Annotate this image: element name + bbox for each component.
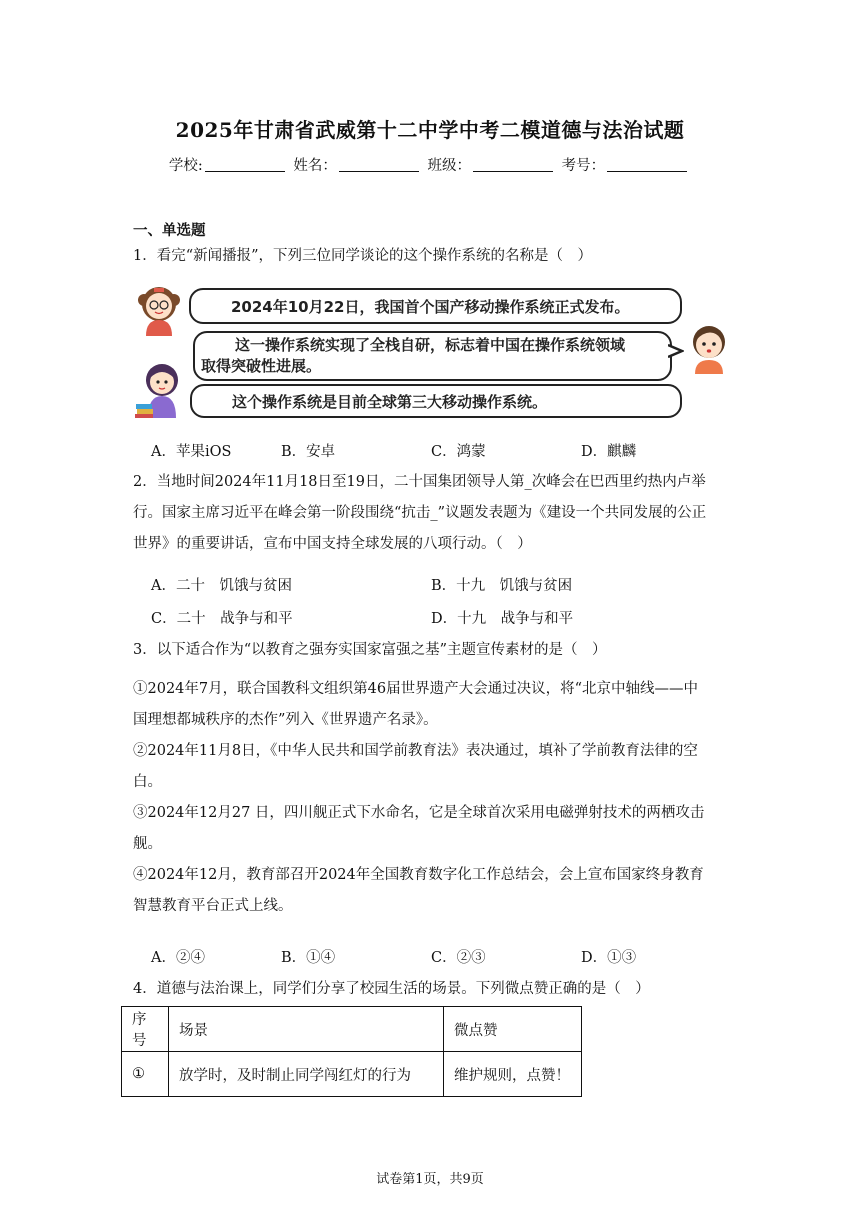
speech-bubble-1	[189, 288, 682, 324]
table-header-row	[122, 1007, 582, 1052]
exam-no-label: 考号：	[561, 158, 606, 174]
speech-bubble-2	[193, 331, 672, 381]
table-cell: 放学时，及时制止同学闯红灯的行为	[169, 1052, 444, 1097]
student-info-line	[0, 154, 860, 175]
q3-line: 舰。	[133, 836, 162, 852]
q3-line: ①2024年7月，联合国教科文组织第46届世界遗产大会通过决议，将“北京中轴线——中	[133, 681, 698, 697]
q3-option-b[interactable]: B．①④	[281, 950, 336, 966]
q1-stem: 1．看完“新闻播报”，下列三位同学谈论的这个操作系统的名称是（ ）	[133, 248, 593, 264]
class-blank[interactable]	[473, 157, 553, 172]
q2-option-a[interactable]: A．二十 饥饿与贫困	[151, 578, 292, 594]
q4-stem: 4．道德与法治课上，同学们分享了校园生活的场景。下列微点赞正确的是（ ）	[133, 981, 650, 997]
q3-line: ③2024年12月27 日，四川舰正式下水命名，它是全球首次采用电磁弹射技术的两栖攻击	[133, 805, 705, 821]
bubble-2-text-line1: 这一操作系统实现了全栈自研，标志着中国在操作系统领域	[235, 336, 626, 354]
q3-option-a[interactable]: A．②④	[151, 950, 205, 966]
table-row	[122, 1052, 582, 1097]
girl-with-books-avatar-icon	[134, 360, 186, 418]
bubble-3-text: 这个操作系统是目前全球第三大移动操作系统。	[232, 393, 548, 411]
q1-option-a[interactable]: A．苹果iOS	[151, 444, 232, 460]
class-label: 班级：	[427, 158, 471, 174]
q3-stem: 3．以下适合作为“以教育之强夯实国家富强之基”主题宣传素材的是（ ）	[133, 642, 607, 658]
table-cell: ①	[122, 1052, 169, 1097]
q2-option-b[interactable]: B．十九 饥饿与贫困	[431, 578, 573, 594]
exam-no-blank[interactable]	[607, 157, 687, 172]
table-header-cell: 序号	[122, 1007, 169, 1052]
speech-bubble-3	[190, 384, 682, 418]
q3-line: 智慧教育平台正式上线。	[133, 898, 293, 914]
q2-option-c[interactable]: C．二十 战争与和平	[151, 611, 293, 627]
girl-avatar-icon	[134, 280, 184, 336]
page-footer: 试卷第1页，共9页	[376, 1172, 484, 1187]
table-header-cell: 场景	[169, 1007, 444, 1052]
q2-stem	[133, 467, 733, 560]
school-label: 学校:	[168, 158, 203, 174]
q3-option-d[interactable]: D．①③	[581, 950, 637, 966]
bubble-1-text: 2024年10月22日，我国首个国产移动操作系统正式发布。	[231, 298, 630, 316]
q3-line: ②2024年11月8日，《中华人民共和国学前教育法》表决通过，填补了学前教育法律的空	[133, 743, 698, 759]
q3-line: ④2024年12月，教育部召开2024年全国教育数字化工作总结会，会上宣布国家终身教育	[133, 867, 704, 883]
q3-statements	[133, 674, 733, 922]
q1-option-c[interactable]: C．鸿蒙	[431, 444, 486, 460]
q3-option-c[interactable]: C．②③	[431, 950, 486, 966]
page-title: 2025年甘肃省武威第十二中学中考二模道德与法治试题	[175, 118, 685, 142]
scene-table	[121, 1006, 582, 1097]
q2-line: 世界》的重要讲话，宣布中国支持全球发展的八项行动。（ ）	[133, 536, 532, 552]
bubble-2-text-line2: 取得突破性进展。	[201, 357, 322, 375]
name-label: 姓名：	[293, 158, 337, 174]
name-blank[interactable]	[339, 157, 419, 172]
table-cell: 维护规则，点赞！	[444, 1052, 582, 1097]
boy-avatar-icon	[686, 320, 732, 374]
q2-option-d[interactable]: D．十九 战争与和平	[431, 611, 574, 627]
q1-option-b[interactable]: B．安卓	[281, 444, 336, 460]
q3-line: 国理想都城秩序的杰作”列入《世界遗产名录》。	[133, 712, 438, 728]
q1-option-d[interactable]: D．麒麟	[581, 444, 637, 460]
table-header-cell: 微点赞	[444, 1007, 582, 1052]
bubble-2-tail-icon	[668, 344, 684, 358]
section-title: 一、单选题	[133, 222, 206, 239]
q3-line: 白。	[133, 774, 162, 790]
q2-line: 2．当地时间2024年11月18日至19日，二十国集团领导人第_次峰会在巴西里约热内卢举	[133, 474, 706, 490]
q2-line: 行。国家主席习近平在峰会第一阶段围绕“抗击_”议题发表题为《建设一个共同发展的公正	[133, 505, 707, 521]
school-blank[interactable]	[205, 157, 285, 172]
